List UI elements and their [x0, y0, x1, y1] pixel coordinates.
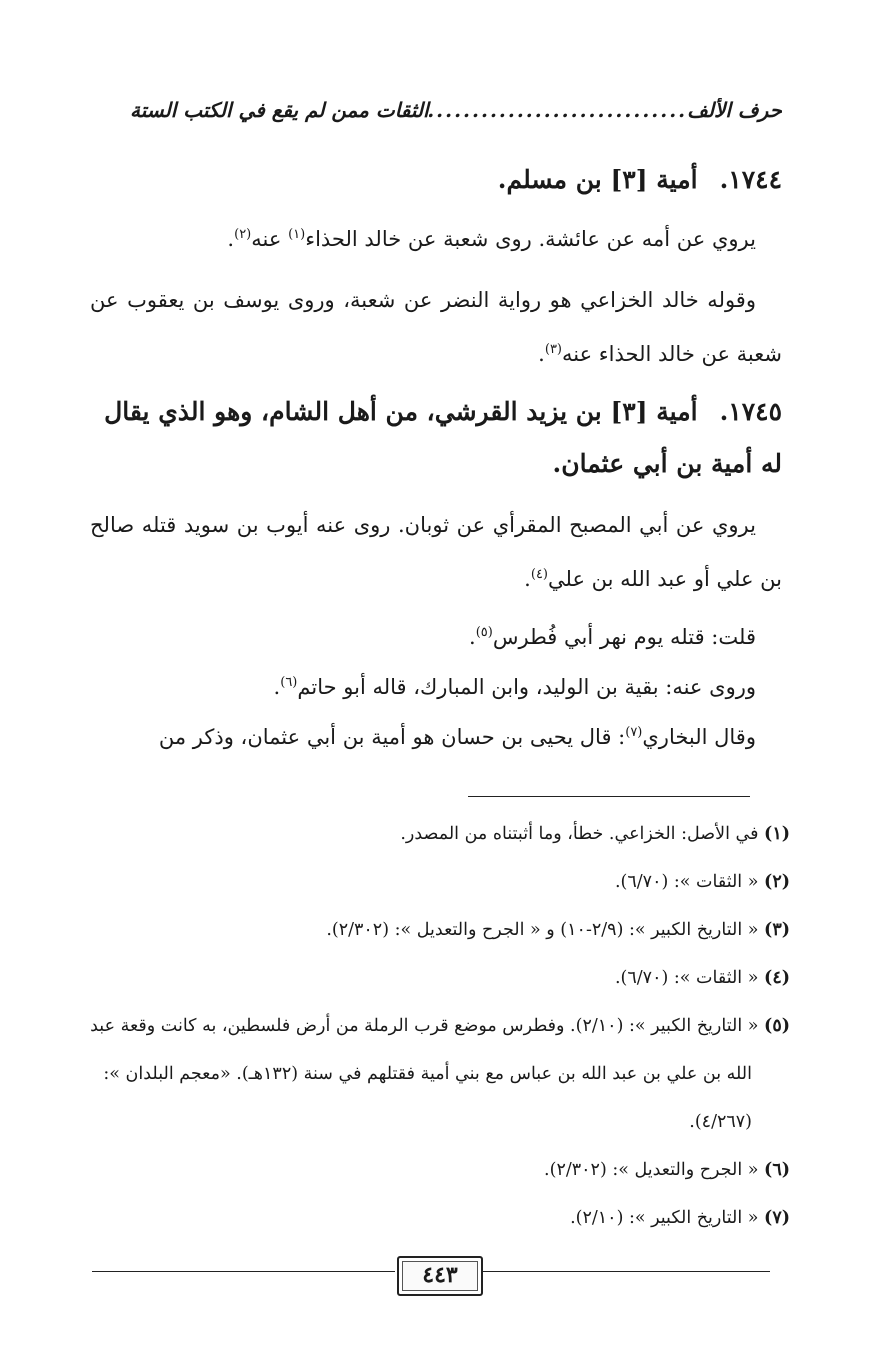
paragraph-text: عنه [251, 227, 289, 251]
paragraph-text: قلت: قتله يوم نهر أبي فُطرس [492, 625, 756, 649]
entry-title: أمية [٣] بن يزيد القرشي، من أهل الشام، وهو الذي يقال له أمية بن أبي عثمان. [104, 397, 782, 478]
paragraph-text: . [469, 625, 476, 649]
footnotes [88, 810, 790, 1242]
page-number: ٤٤٣ [397, 1256, 483, 1296]
footnote-key: (٥) [764, 1016, 790, 1036]
entry-paragraph [90, 498, 782, 606]
footnote [88, 954, 790, 1002]
paragraph-text: : قال يحيى بن حسان هو أمية بن أبي عثمان، وذكر من [158, 725, 626, 749]
footnote-key: (٣) [764, 920, 790, 940]
bottom-rule-right [482, 1271, 770, 1272]
footnote-key: (٧) [764, 1208, 790, 1228]
entry-paragraph [90, 710, 782, 764]
paragraph-text: يروي عن أمه عن عائشة. روى شعبة عن خالد الحذاء [305, 227, 756, 251]
entry-heading [90, 154, 782, 206]
footnote-marker: (٤) [530, 567, 548, 582]
entry-paragraph [90, 212, 782, 266]
running-header [130, 98, 782, 132]
bottom-rule-left [92, 1271, 395, 1272]
footnote [88, 1146, 790, 1194]
entry-heading [90, 386, 782, 490]
entry-number: ١٧٤٤. [719, 165, 782, 194]
paragraph-text: وقال البخاري [642, 725, 756, 749]
footnote-key: (٦) [764, 1160, 790, 1180]
footnote-marker: (٢) [234, 227, 252, 242]
paragraph-text: وروى عنه: بقية بن الوليد، وابن المبارك، قاله أبو حاتم [297, 675, 756, 699]
footnote-marker: (٣) [544, 342, 562, 357]
entry-paragraph [90, 660, 782, 714]
footnote-key: (١) [764, 824, 790, 844]
footnote-text: « التاريخ الكبير »: (٢/١٠). وفطرس موضع قرب الرملة من أرض فلسطين، به كانت وقعة عبد الله بن علي بن عبد الله بن عباس مع بني أمية فقتلهم في سنة (١٣٢هـ). «معجم البلدان »: (٤/٢٦٧). [90, 1016, 759, 1132]
footnote [88, 1002, 790, 1146]
footnote-text: « الجرح والتعديل »: (٢/٣٠٢). [544, 1160, 759, 1180]
paragraph-text: . [524, 567, 531, 591]
entry-number: ١٧٤٥. [719, 397, 782, 426]
footnote-marker: (٦) [280, 675, 298, 690]
footnote-separator [468, 796, 750, 797]
footnote-text: « التاريخ الكبير »: (٢/٩-١٠) و « الجرح والتعديل »: (٢/٣٠٢). [326, 920, 759, 940]
paragraph-text: يروي عن أبي المصبح المقرأي عن ثوبان. روى عنه أيوب بن سويد قتله صالح بن علي أو عبد الله بن علي [90, 513, 782, 591]
paragraph-text: . [227, 227, 235, 251]
header-leader-dots [429, 98, 688, 122]
footnote-marker: (٧) [625, 725, 643, 740]
paragraph-text: . [273, 675, 281, 699]
entry-paragraph [90, 610, 782, 664]
footnote [88, 810, 790, 858]
header-chapter: حرف الألف [687, 98, 782, 122]
footnote [88, 906, 790, 954]
footnote-marker: (١) [288, 227, 306, 242]
paragraph-text: وقوله خالد الخزاعي هو رواية النضر عن شعبة، وروى يوسف بن يعقوب عن شعبة عن خالد الحذاء عنه [90, 288, 782, 366]
footnote [88, 1194, 790, 1242]
footnote-marker: (٥) [475, 625, 493, 640]
paragraph-text: . [538, 342, 545, 366]
entry-paragraph [90, 273, 782, 381]
footnote-text: « التاريخ الكبير »: (٢/١٠). [570, 1208, 759, 1228]
footnote-key: (٤) [764, 968, 790, 988]
footnote-text: في الأصل: الخزاعي. خطأ، وما أثبتناه من المصدر. [400, 824, 759, 844]
footnote [88, 858, 790, 906]
footnote-text: « الثقات »: (٦/٧٠). [614, 872, 759, 892]
footnote-text: « الثقات »: (٦/٧٠). [614, 968, 759, 988]
footnote-key: (٢) [764, 872, 790, 892]
header-book-title: الثقات ممن لم يقع في الكتب الستة [130, 98, 429, 122]
entry-title: أمية [٣] بن مسلم. [497, 165, 698, 194]
